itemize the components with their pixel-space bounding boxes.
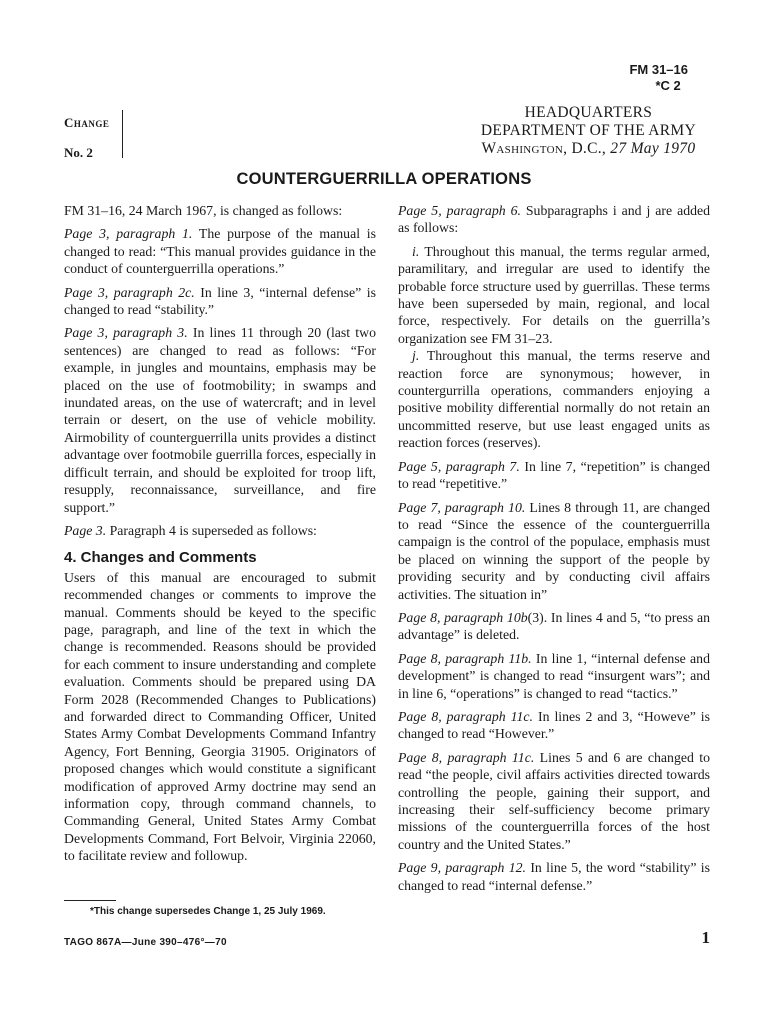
section-heading: 4. Changes and Comments: [64, 549, 257, 567]
page-reference: Page 3, paragraph 1.: [64, 226, 193, 242]
change-mark: *C 2: [655, 78, 681, 93]
change-number: No. 2: [64, 145, 93, 160]
location: Washington, D.C.,: [481, 140, 607, 157]
comments-paragraph: Users of this manual are encouraged to submit recommended changes or comments to improve the manual. Comments should be keyed to the specific page, paragraph, and line of the text in which the change is recommended. Reasons should be provided for each comment to insure understanding and complete evaluation. Comments should be prepared using DA Form 2028 (Recommended Changes to Publications) and forwarded direct to Commanding Officer, United States Army Combat Developments Command Infantry Agency, Fort Benning, Georgia 31905. Originators of proposed changes which would constitute a significant modification of approved Army doctrine may send an information copy, through command channels, to Commanding General, United States Army Combat Developments Command, Fort Belvoir, Virginia 22060, to facilitate review and followup.: [64, 569, 376, 864]
page-reference: Page 5, paragraph 6.: [398, 203, 521, 218]
footnote-rule: [64, 900, 116, 901]
change-paragraph: Page 3, paragraph 3. In lines 11 through 20 (last two sentences) are changed to read as follows: “For example, in jungles and mountains, emphasis may be placed on the use of footmobility; in swamps and inundated areas, on the use of watercraft; and in level terrain or desert, on the use of vehicle mobility. Airmobility of counterguerrilla units provides a distinct advantage over footmobile guerrilla forces, especially in difficult terrain, and should be exploited for troop lift, resupply, reconnaissance, surveillance, and fire support.”: [64, 325, 376, 515]
change-block: [64, 108, 109, 168]
change-paragraph: Page 3, paragraph 1. The purpose of the manual is changed to read: “This manual provides guidance in the conduct of counterguerrilla operations.”: [64, 226, 376, 277]
headquarters-block: [481, 104, 696, 158]
page-reference: Page 5, paragraph 7.: [398, 458, 520, 474]
change-paragraph: Page 8, paragraph 11b. In line 1, “internal defense and development” is changed to read “insurgent wars”; and in line 6, “operations” is changed to read “tactics.”: [398, 650, 710, 701]
page-reference: Page 8, paragraph 11c.: [398, 749, 535, 765]
bracket-divider: [118, 110, 123, 158]
change-paragraph: Page 8, paragraph 10b(3). In lines 4 and 5, “to press an advantage” is deleted.: [398, 609, 710, 643]
page-reference: Page 3.: [64, 522, 107, 538]
subparagraph-j: j. Throughout this manual, the terms reserve and reaction force are synonymous; however, in countergurrilla operations, commanders enjoying a positive mobility differential normally do not retain an uncommitted reserve, but use least engaged units as reaction forces (reserves).: [398, 348, 710, 451]
fm-number: FM 31–16: [629, 62, 688, 77]
issue-date: 27 May 1970: [610, 140, 696, 157]
change-label: Change: [64, 115, 110, 130]
fm-designation: [629, 62, 688, 94]
change-paragraph: Page 8, paragraph 11c. Lines 5 and 6 are changed to read “the people, civil affairs activities directed towards controlling the people, gaining their support, and increasing their self-sufficiency become primary missions of the counterguerrilla forces of the host country and the United States.”: [398, 749, 710, 852]
page-reference: Page 3, paragraph 2c.: [64, 284, 195, 300]
page-reference: Page 9, paragraph 12.: [398, 860, 526, 876]
change-paragraph: Page 3, paragraph 2c. In line 3, “internal defense” is changed to read “stability.”: [64, 284, 376, 318]
page-reference: Page 8, paragraph 10b: [398, 609, 528, 625]
change-paragraph: Page 8, paragraph 11c. In lines 2 and 3, “Howeve” is changed to read “However.”: [398, 708, 710, 742]
page-reference: Page 8, paragraph 11c.: [398, 708, 534, 724]
location-date-line: [481, 140, 696, 158]
page-reference: Page 3, paragraph 3.: [64, 325, 188, 341]
page-reference: Page 8, paragraph 11b.: [398, 650, 532, 666]
change-paragraph: Page 5, paragraph 6. Subparagraphs i and j are added as follows:: [398, 203, 711, 236]
change-paragraph: Page 5, paragraph 7. In line 7, “repetition” is changed to read “repetitive.”: [398, 458, 710, 492]
headquarters-line: HEADQUARTERS: [524, 104, 653, 121]
page-number: 1: [701, 928, 710, 947]
footnote: *This change supersedes Change 1, 25 July 1969.: [90, 906, 326, 917]
department-line: DEPARTMENT OF THE ARMY: [480, 122, 696, 139]
left-column: [64, 202, 376, 871]
subparagraph-i: i. Throughout this manual, the terms regular armed, paramilitary, and irregular are used to identify the probable force structure used by guerrillas. These terms have been superseded by main, regional, and local force, respectively. For details on the guerrilla’s organization see FM 31–23.: [398, 243, 710, 346]
intro-paragraph: FM 31–16, 24 March 1967, is changed as follows:: [64, 203, 343, 218]
page-title: COUNTERGUERRILLA OPERATIONS: [236, 170, 532, 188]
change-paragraph: Page 3. Paragraph 4 is superseded as follows:: [64, 522, 317, 538]
tago-line: TAGO 867A—June 390–476°—70: [64, 937, 227, 948]
change-paragraph: Page 7, paragraph 10. Lines 8 through 11, are changed to read “Since the essence of the counterguerrilla campaign is the control of the populace, emphasis must be placed on winning the support of the people by providing security and by conducting civil affairs activities. The situation in”: [398, 499, 710, 602]
change-paragraph: Page 9, paragraph 12. In line 5, the word “stability” is changed to read “internal defense.”: [398, 860, 710, 893]
right-column: [398, 202, 710, 900]
page-reference: Page 7, paragraph 10.: [398, 499, 526, 515]
